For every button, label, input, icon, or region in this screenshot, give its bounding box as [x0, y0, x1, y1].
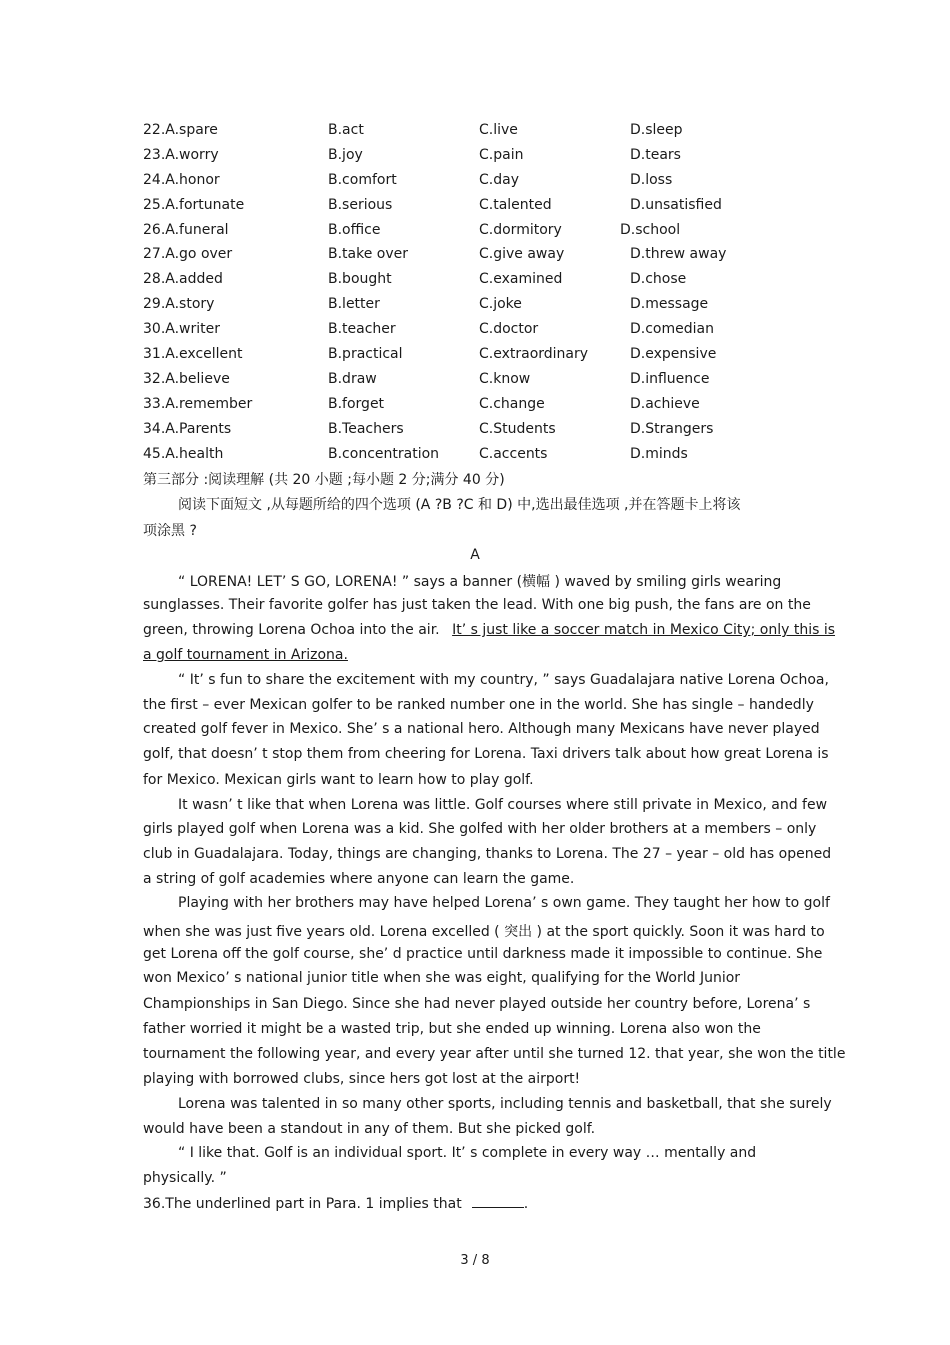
- option-c: C.know: [479, 370, 531, 387]
- option-a: 26.A.funeral: [143, 221, 229, 238]
- option-c: C.pain: [479, 146, 524, 163]
- question-36: [143, 1196, 528, 1212]
- option-d: D.influence: [630, 370, 710, 387]
- instructions-line-2: 项涂黑 ?: [143, 523, 197, 539]
- section-heading: 第三部分 :阅读理解 (共 20 小题 ;每小题 2 分;满分 40 分): [143, 472, 505, 488]
- option-a: 23.A.worry: [143, 146, 219, 163]
- passage-line: a string of golf academies where anyone can learn the game.: [143, 871, 575, 887]
- passage-line: tournament the following year, and every year after until she turned 12. that year, she won the title: [143, 1046, 846, 1062]
- option-c: C.talented: [479, 196, 552, 213]
- option-d: D.tears: [630, 146, 681, 163]
- option-b: B.comfort: [328, 171, 397, 188]
- option-c: C.Students: [479, 420, 556, 437]
- passage-line: “ LORENA! LET’ S GO, LORENA! ” says a banner (横幅 ) waved by smiling girls wearing: [178, 574, 782, 590]
- option-d: D.achieve: [630, 395, 700, 412]
- option-a: 45.A.health: [143, 445, 224, 462]
- passage-line: father worried it might be a wasted trip, but she ended up winning. Lorena also won the: [143, 1021, 761, 1037]
- passage-line: golf, that doesn’ t stop them from cheering for Lorena. Taxi drivers talk about how great Lorena is: [143, 746, 829, 762]
- question-end: .: [523, 1196, 529, 1212]
- option-a: 22.A.spare: [143, 122, 218, 138]
- option-b: B.take over: [328, 246, 409, 263]
- option-c: C.change: [479, 395, 545, 412]
- option-a: 28.A.added: [143, 271, 223, 288]
- option-d: D.loss: [630, 171, 673, 188]
- option-d: D.comedian: [630, 321, 714, 338]
- passage-line: club in Guadalajara. Today, things are changing, thanks to Lorena. The 27 – year – old has opened: [143, 846, 832, 862]
- option-b: B.Teachers: [328, 420, 404, 437]
- passage-line: Lorena was talented in so many other sports, including tennis and basketball, that she surely: [178, 1096, 832, 1112]
- option-d: D.expensive: [630, 346, 717, 363]
- question-text: 36.The underlined part in Para. 1 implies that: [143, 1196, 462, 1212]
- option-c: C.joke: [479, 296, 522, 313]
- option-d: D.minds: [630, 445, 688, 462]
- option-a: 34.A.Parents: [143, 420, 232, 437]
- passage-line: “ I like that. Golf is an individual sport. It’ s complete in every way … mentally and: [178, 1145, 757, 1161]
- option-c: C.live: [479, 122, 518, 138]
- instructions-line-1: 阅读下面短文 ,从每题所给的四个选项 (A ?B ?C 和 D) 中,选出最佳选项 ,并在答题卡上将该: [178, 497, 741, 513]
- option-c: C.accents: [479, 445, 548, 462]
- option-b: B.practical: [328, 346, 403, 363]
- passage-line: for Mexico. Mexican girls want to learn how to play golf.: [143, 772, 534, 788]
- passage-line: would have been a standout in any of them. But she picked golf.: [143, 1121, 596, 1137]
- option-c: C.dormitory: [479, 221, 562, 238]
- option-d: D.threw away: [630, 246, 727, 263]
- option-b: B.office: [328, 221, 381, 238]
- option-b: B.concentration: [328, 445, 440, 462]
- passage-line: the first – ever Mexican golfer to be ranked number one in the world. She has single – handedly: [143, 697, 814, 713]
- option-b: B.serious: [328, 196, 393, 213]
- option-b: B.act: [328, 122, 364, 138]
- option-b: B.bought: [328, 271, 392, 288]
- option-c: C.doctor: [479, 321, 539, 338]
- option-a: 33.A.remember: [143, 395, 253, 412]
- option-d: D.chose: [630, 271, 687, 288]
- passage-line: won Mexico’ s national junior title when she was eight, qualifying for the World Junior: [143, 970, 741, 986]
- option-c: C.day: [479, 171, 519, 188]
- passage-label: A: [470, 547, 480, 563]
- underlined-part-continued: a golf tournament in Arizona.: [143, 647, 348, 663]
- option-b: B.teacher: [328, 321, 396, 338]
- option-c: C.examined: [479, 271, 563, 288]
- passage-text: green, throwing Lorena Ochoa into the air.: [143, 622, 440, 638]
- option-b: B.draw: [328, 370, 377, 387]
- option-d: D.Strangers: [630, 420, 714, 437]
- option-a: 32.A.believe: [143, 370, 230, 387]
- option-d: D.message: [630, 296, 709, 313]
- option-a: 25.A.fortunate: [143, 196, 245, 213]
- passage-line: It wasn’ t like that when Lorena was little. Golf courses where still private in Mexico, and few: [178, 797, 828, 813]
- option-b: B.letter: [328, 296, 380, 313]
- passage-line: when she was just five years old. Lorena excelled ( 突出 ) at the sport quickly. Soon it was hard to: [143, 924, 825, 940]
- option-a: 31.A.excellent: [143, 346, 243, 363]
- option-d: D.school: [620, 221, 681, 238]
- passage-line: get Lorena off the golf course, she’ d practice until darkness made it impossible to continue. She: [143, 946, 823, 962]
- option-d: D.unsatisfied: [630, 196, 722, 213]
- passage-line: physically. ”: [143, 1170, 227, 1186]
- passage-line: Playing with her brothers may have helped Lorena’ s own game. They taught her how to golf: [178, 895, 830, 911]
- passage-line: sunglasses. Their favorite golfer has just taken the lead. With one big push, the fans are on the: [143, 597, 811, 613]
- passage-line: playing with borrowed clubs, since hers got lost at the airport!: [143, 1071, 581, 1087]
- option-a: 30.A.writer: [143, 321, 220, 338]
- passage-line: “ It’ s fun to share the excitement with my country, ” says Guadalajara native Lorena Ochoa,: [178, 672, 829, 688]
- passage-line: Championships in San Diego. Since she had never played outside her country before, Lorena’ s: [143, 996, 811, 1012]
- passage-line: created golf fever in Mexico. She’ s a national hero. Although many Mexicans have never played: [143, 721, 820, 737]
- passage-line: [143, 622, 835, 638]
- option-b: B.forget: [328, 395, 385, 412]
- underlined-part: It’ s just like a soccer match in Mexico City; only this is: [452, 622, 836, 638]
- option-b: B.joy: [328, 146, 363, 163]
- option-a: 29.A.story: [143, 296, 215, 313]
- page-number: 3 / 8: [460, 1253, 490, 1268]
- option-c: C.give away: [479, 246, 565, 263]
- option-a: 27.A.go over: [143, 246, 233, 263]
- option-c: C.extraordinary: [479, 346, 589, 363]
- option-a: 24.A.honor: [143, 171, 220, 188]
- answer-blank[interactable]: [472, 1197, 524, 1208]
- option-d: D.sleep: [630, 122, 683, 138]
- passage-line: girls played golf when Lorena was a kid. She golfed with her older brothers at a members – only: [143, 821, 817, 837]
